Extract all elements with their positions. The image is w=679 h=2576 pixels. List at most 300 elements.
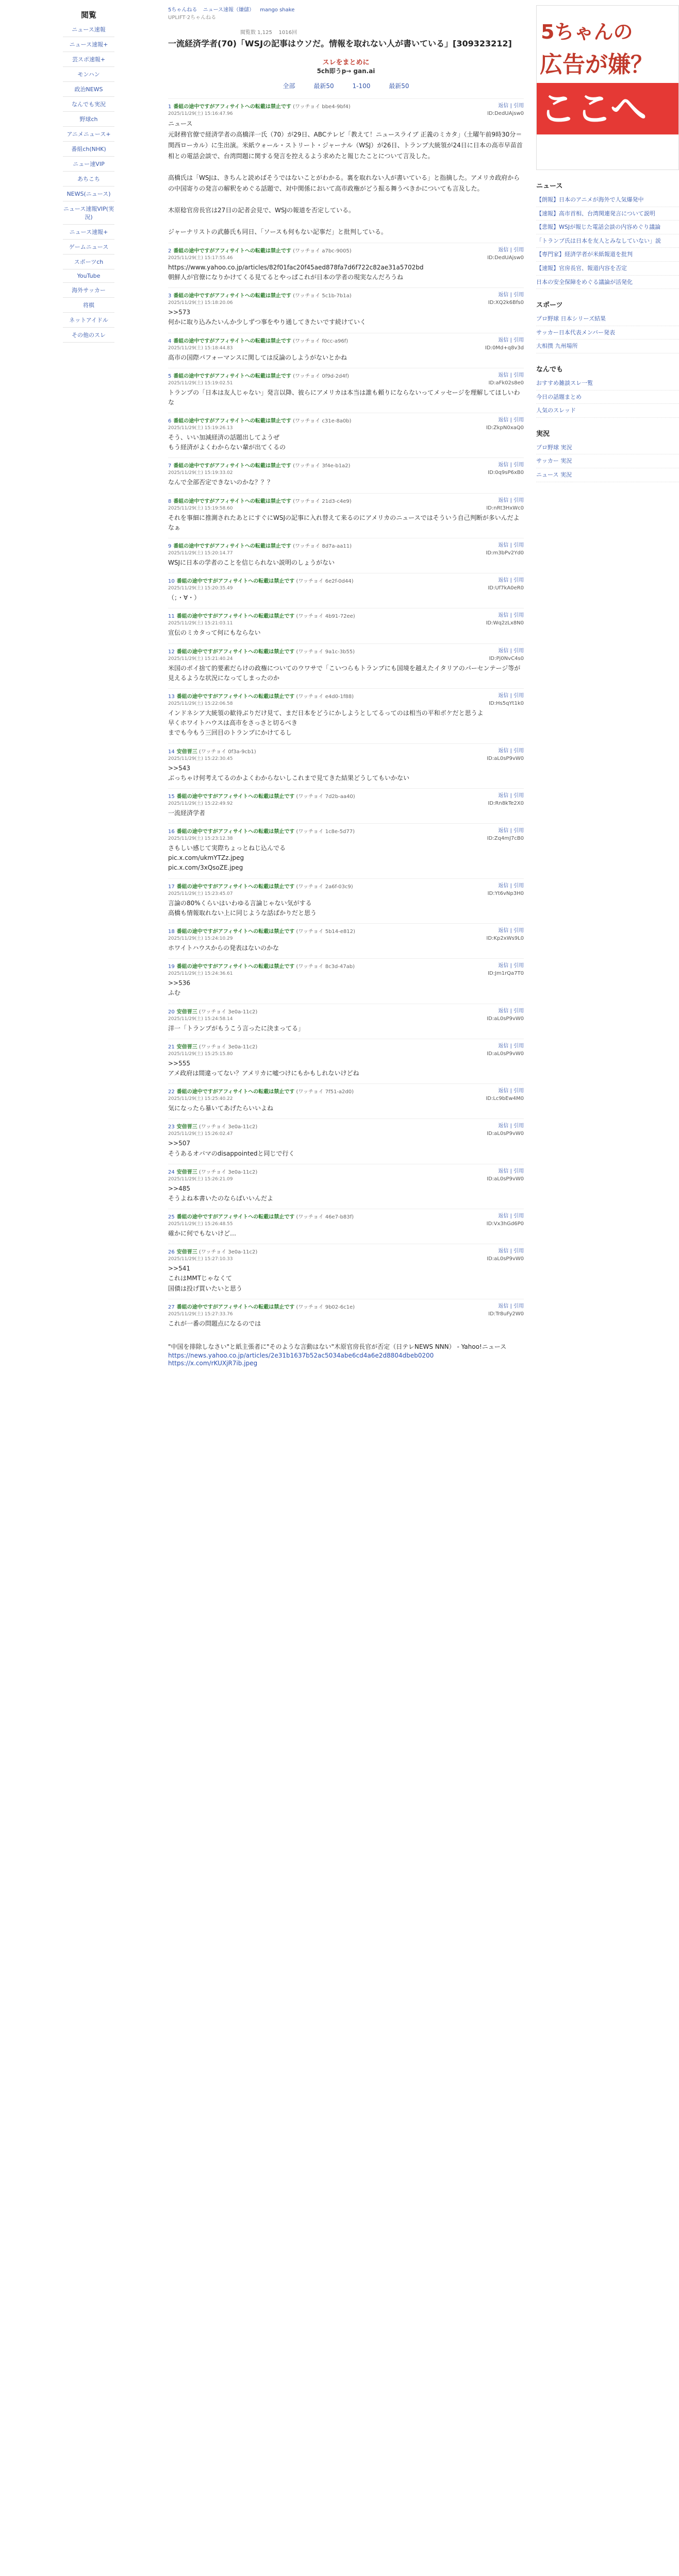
post-date: 2025/11/29(土) 15:19:33.02 [168,470,233,476]
post-meta [168,692,524,700]
post-actions [487,1212,524,1228]
post-date: 2025/11/29(土) 15:23:12.38 [168,836,233,842]
post [168,1083,524,1118]
post [168,688,524,743]
post-body: 宣伝のミカタって何にもならない [168,629,261,637]
post-mail: (ワッチョイ 46e7-b83f) [296,1214,354,1221]
post-actions [488,1302,524,1318]
left-sidebar [63,9,114,343]
thread-stats [240,28,524,36]
ad-line3: ここへ [537,83,679,134]
post-id: ID:0q9sP6xB0 [488,470,524,476]
jikkyo-heading: 実況 [536,430,550,438]
post-date: 2025/11/29(土) 15:18:20.06 [168,300,233,306]
sidebar-nav-item[interactable]: YouTube [63,269,114,283]
post-number[interactable]: 18 [168,929,175,935]
reply-button[interactable]: 返信 | 引用 [498,1123,524,1129]
post-body: >>555 アメ政府は間違ってない？アメリカに嘘つけにもかもしれないけどね [168,1059,359,1077]
post-body: インドネシア大統領の歓待ぶりだけ見て、まだ日本をどうにかしようとしてるってのは相当の平和ボケだと思うよ 早くホワイトハウスは高市をさっさと切るべき までも今もう三回目のトランプにかけてるし [168,709,484,737]
reply-button[interactable]: 返信 | 引用 [498,928,524,934]
post-body: （；・∀・） [168,594,201,602]
post [168,413,524,457]
post-meta [168,291,524,299]
jikkyo-item[interactable]: プロ野球 実況 [536,441,679,455]
post [168,243,524,287]
post [168,1244,524,1299]
post-meta [168,747,524,755]
post-actions [485,336,524,352]
pager-1-100[interactable]: 1-100 [352,82,371,90]
post [168,538,524,573]
post-number[interactable]: 3 [168,293,172,299]
reply-button[interactable]: 返信 | 引用 [498,103,524,109]
post-id: ID:aL0sP9vW0 [487,755,524,761]
post [168,923,524,958]
post-author: 番組の途中ですがアフィサイトへの転載は禁止です [176,793,295,800]
reply-button[interactable]: 返信 | 引用 [498,648,524,654]
post-id: ID:XQ2k6Bfs0 [488,300,524,306]
post-mail: (ワッチョイ c31e-8a0b) [293,418,352,425]
post-mail: (ワッチョイ f0cc-a96f) [293,338,349,344]
post-id: ID:aL0sP9vW0 [487,1176,524,1182]
sidebar-nav-item[interactable]: ゲームニュース [63,240,114,255]
post-mail: (ワッチョイ 3e0a-11c2) [198,1124,258,1130]
post-number[interactable]: 24 [168,1169,175,1175]
post-author: 番組の途中ですがアフィサイトへの転載は禁止です [176,1089,295,1095]
misc-item[interactable]: 人気のスレッド [536,404,679,418]
post-body: 米国のポイ捨て的要素だらけの政権についてのウワサで「こいつらもトランプにも国境を越えたイタリアのパーセンテージ等が見えるような状況になってしまったのか [168,664,521,682]
post-number[interactable]: 11 [168,614,175,620]
reply-button[interactable]: 返信 | 引用 [498,692,524,699]
post-body: >>507 そうあるオバマのdisappointedと同じで行く [168,1140,295,1157]
post-meta [168,577,524,584]
post-number[interactable]: 10 [168,579,175,585]
post-author: 番組の途中ですがアフィサイトへの転載は禁止です [176,929,295,935]
post-date: 2025/11/29(土) 15:20:14.77 [168,551,233,556]
post-mail: (ワッチョイ 9a1c-3b55) [296,649,355,655]
post-body: さもしい感じて実際ちょっとねじ込んでる pic.x.com/ukmYTZz.jpeg pic.x.com/3xQsoZE.jpeg [168,844,286,872]
reply-button[interactable]: 返信 | 引用 [498,613,524,619]
ad-banner[interactable] [536,5,679,170]
reply-button[interactable]: 返信 | 引用 [498,748,524,754]
post-author: 番組の途中ですがアフィサイトへの転載は禁止です [173,338,291,344]
post-meta [168,336,524,344]
post [168,878,524,923]
news-item[interactable]: 「トランプ氏は日本を友人とみなしていない」説 [536,234,679,248]
post-id: ID:DedUAjsw0 [487,255,524,261]
likes-count: 1016回 [278,30,297,36]
sidebar-nav-item[interactable]: 野球ch [63,112,114,127]
post-id: ID:Tr8uFy2W0 [488,1311,524,1317]
sports-item[interactable]: サッカー日本代表メンバー発表 [536,326,679,340]
post [168,368,524,413]
post-date: 2025/11/29(土) 15:19:26.13 [168,426,233,431]
link-block-text: "中国を排除しなさい"と紙主張者に"そのような言動はない"木原官房長官が否定（日テレNEWS NNN） - Yahoo!ニュース [168,1343,507,1351]
post-body: WSJに日本の学者のことを信じられない説明のしょうがない [168,559,335,567]
reply-button[interactable]: 返信 | 引用 [498,372,524,378]
news-heading: ニュース [536,182,563,190]
post-author: 番組の途中ですがアフィサイトへの転載は禁止です [176,649,295,655]
breadcrumb [168,5,524,13]
post-body: 高市の国際パフォーマンスに関しては反論のしようがないとかね [168,353,347,361]
post-number[interactable]: 27 [168,1304,175,1310]
sidebar-nav-item[interactable]: なんでも実況 [63,97,114,112]
post-date: 2025/11/29(土) 15:24:58.14 [168,1016,233,1022]
post-number[interactable]: 22 [168,1089,175,1095]
reply-button[interactable]: 返信 | 引用 [498,1303,524,1309]
post-meta [168,792,524,800]
post [168,823,524,878]
post-date: 2025/11/29(土) 15:27:10.33 [168,1257,233,1262]
sports-list [536,312,679,353]
views-count: 閲覧数 1,125 [240,30,272,36]
post-date: 2025/11/29(土) 15:19:58.60 [168,505,233,511]
post-actions [488,291,524,307]
post-number[interactable]: 14 [168,749,175,755]
post [168,457,524,493]
post-meta [168,371,524,379]
post-body: >>541 これはMMTじゃなくて 国債は投げ買いたいと思う [168,1265,243,1292]
post-number[interactable]: 13 [168,693,175,700]
pager-all[interactable]: 全部 [283,82,295,90]
right-sidebar [536,5,679,482]
post-author: 番組の途中ですがアフィサイトへの転載は禁止です [173,293,291,299]
post-author: 番組の途中ですがアフィサイトへの転載は禁止です [173,373,291,379]
news-item[interactable]: 【専門家】経済学者が米紙報道を批判 [536,248,679,262]
pager [168,81,524,90]
post-number[interactable]: 17 [168,884,175,890]
post-number[interactable]: 20 [168,1009,175,1015]
post-mail: (ワッチョイ 8d7a-aa11) [293,544,352,550]
post-meta [168,541,524,549]
post-actions [487,1007,524,1023]
post-mail: (ワッチョイ 0f3a-9cb1) [198,749,256,755]
post-meta [168,1302,524,1310]
post-id: ID:Yt6vNp3H0 [487,890,524,896]
post-meta [168,416,524,424]
post-author: 番組の途中ですがアフィサイトへの転載は禁止です [176,884,295,890]
post-meta [168,1247,524,1255]
reply-button[interactable]: 返信 | 引用 [498,1248,524,1255]
post-date: 2025/11/29(土) 15:25:40.22 [168,1096,233,1102]
post-author: 番組の途中ですがアフィサイトへの転載は禁止です [176,1304,295,1310]
post-author: 番組の途中ですがアフィサイトへの転載は禁止です [173,498,291,504]
sidebar-title: 閲覧 [80,10,96,20]
post-body: トランプの「日本は友人じゃない」発言以降、彼らにアメリカは本当は誰も頼りにならないってメッセージを理解してほしいわな [168,388,520,406]
post-id: ID:Zq4mJ7cB0 [487,836,524,842]
breadcrumb-item[interactable]: mango shake [260,7,295,13]
post-mail: (ワッチョイ a7bc-9005) [293,248,352,254]
post-number[interactable]: 23 [168,1124,175,1130]
breadcrumb-item[interactable]: ニュース速報（嫌儲） [203,7,255,13]
post [168,608,524,643]
post-meta [168,827,524,835]
post-author: 番組の途中ですがアフィサイトへの転載は禁止です [173,248,291,254]
sidebar-nav-item[interactable]: その他のスレ [63,328,114,343]
sports-item[interactable]: 大相撲 九州場所 [536,340,679,353]
sidebar-nav-item[interactable]: 海外サッカー [63,283,114,298]
post-date: 2025/11/29(土) 15:26:21.09 [168,1176,233,1182]
post-mail: (ワッチョイ 21d3-c4e9) [293,498,352,504]
post-author: 安倍晋三 [176,1009,197,1015]
post [168,743,524,788]
post-number[interactable]: 6 [168,418,172,425]
post-id: ID:Vx3hGd6P0 [486,1221,524,1227]
post-actions [487,102,524,117]
post-id: ID:Jm1rQa7T0 [487,971,524,977]
post [168,1164,524,1209]
post-number[interactable]: 7 [168,463,172,469]
post-number[interactable]: 19 [168,964,175,970]
post-meta [168,1167,524,1175]
post [168,1004,524,1039]
post-meta [168,647,524,655]
post-actions [486,1087,524,1103]
post-actions [487,1247,524,1263]
post-actions [487,1042,524,1058]
post-mail: (ワッチョイ 2a6f-03c9) [296,884,353,890]
post-mail: (ワッチョイ 8c3d-47ab) [296,964,355,970]
post-author: 安倍晋三 [176,1044,197,1050]
post-id: ID:ZkpN0xaQ0 [486,425,524,431]
sidebar-nav-item[interactable]: ニュー速VIP [63,157,114,172]
post-meta [168,1212,524,1220]
news-item[interactable]: 日本の安全保障をめぐる議論が活発化 [536,276,679,290]
post [168,788,524,823]
post [168,493,524,538]
post-date: 2025/11/29(土) 15:27:33.76 [168,1311,233,1317]
misc-list [536,377,679,418]
post-mail: (ワッチョイ 9b02-6c1e) [296,1304,355,1310]
news-item[interactable]: 【朗報】日本のアニメが海外で人気爆発中 [536,193,679,207]
sidebar-nav-item[interactable]: アニメニュース+ [63,127,114,142]
post-id: ID:DedUAjsw0 [487,110,524,116]
post-author: 安倍晋三 [176,1169,197,1175]
thread-main [168,5,524,1367]
post-body: なんで全部否定できないのかな？？？ [168,479,274,486]
post-mail: (ワッチョイ 6e2f-0d44) [296,579,354,585]
post-number[interactable]: 26 [168,1249,175,1256]
news-item[interactable]: 【速報】官房長官、報道内容を否定 [536,262,679,276]
sidebar-nav-item[interactable]: あちこち [63,172,114,187]
summary-banner-line2: 5ch即うp→ gan.ai [317,67,375,75]
post-meta [168,497,524,504]
post-mail: (ワッチョイ 7d2b-aa40) [296,793,355,800]
post-body: >>485 そうよね本書いたのならばいいんだよ [168,1184,274,1202]
post-meta [168,1087,524,1095]
post-body: 一流経済学者 [168,809,206,817]
post-author: 番組の途中ですがアフィサイトへの転載は禁止です [176,614,295,620]
post-body: 気になったら暴いてあげたらいいよね [168,1105,274,1112]
post-date: 2025/11/29(土) 15:17:55.46 [168,255,233,261]
post-date: 2025/11/29(土) 15:19:02.51 [168,380,233,386]
post-author: 番組の途中ですがアフィサイトへの転載は禁止です [176,1214,295,1221]
post [168,958,524,1003]
post-actions [487,1122,524,1138]
post-date: 2025/11/29(土) 15:22:49.92 [168,801,233,806]
post-mail: (ワッチョイ 3f4e-b1a2) [293,463,351,469]
post-author: 番組の途中ですがアフィサイトへの転載は禁止です [176,693,295,700]
post-number[interactable]: 8 [168,498,172,504]
post-body: 洋一「トランプがもうこう言ったに決まってる」 [168,1024,305,1032]
post-mail: (ワッチョイ 5c1b-7b1a) [293,293,352,299]
thread-title: 一流経済学者(70)「WSJの記事はウソだ。情報を取れない人が書いている」[309323212] [168,39,512,48]
post-date: 2025/11/29(土) 15:23:45.07 [168,891,233,896]
link-block [168,1342,524,1367]
post-id: ID:aL0sP9vW0 [487,1256,524,1262]
reply-button[interactable]: 返信 | 引用 [498,337,524,343]
post-meta [168,1042,524,1050]
post-actions [486,416,524,432]
post-body: ニュース 元財務官僚で経済学者の高橋洋一氏（70）が29日、ABCテレビ「教えて！ニュースライブ 正義のミカタ」（土曜午前9時30分＝関西ローカル）に生出演。米紙ウォール・ストリート・ジャーナル（WSJ）が26日、トランプ大統領が24日に日本の高市早苗首相との電話会談で、台湾問題に関する発言を控えるよう求めたと報じたことについて言及した。 高橋氏は「WSJは、きちんと読めばそうではないことがわかる。裏を取れない人が書いている」と指摘した。アメリカ政府からの中国寄りの発言の解釈をめぐる話題で、対中関係において高市政権がどう振る舞うべきかについても言及した。 木原稔官房長官は27日の記者会見で、WSJの報道を否定している。 ジャーナリストの武藤氏も同日、「ソースも何もない記事だ」と批判している。 [168,120,523,235]
reply-button[interactable]: 返信 | 引用 [498,1168,524,1174]
sidebar-nav-item[interactable]: スポーツch [63,255,114,269]
post-id: ID:Hs5qYt1k0 [488,700,524,706]
sidebar-nav-item[interactable]: ニュース速報VIP(実況) [63,201,114,225]
post-body: それを事細に推測されたあとにすぐにWSJの記事に入れ替えて来るのにアメリカのニュースではそういう自己判断が多いんだよなぁ [168,514,520,531]
sidebar-nav-item[interactable]: ニュース速報 [63,22,114,37]
post-number[interactable]: 4 [168,338,172,344]
reply-button[interactable]: 返信 | 引用 [498,462,524,468]
post-actions [486,927,524,942]
post-number[interactable]: 2 [168,248,172,254]
reply-button[interactable]: 返信 | 引用 [498,1213,524,1219]
post-number[interactable]: 15 [168,793,175,800]
sidebar-nav-item[interactable]: ネットアイドル [63,313,114,328]
post-number[interactable]: 9 [168,544,172,550]
post-date: 2025/11/29(土) 15:24:36.61 [168,971,233,977]
post-actions [488,882,524,897]
post-id: ID:m3bPv2Yd0 [486,550,524,556]
image-link[interactable]: https://x.com/rKUXjR7ib.jpeg [168,1360,258,1367]
post-actions [486,497,524,512]
sports-item[interactable]: プロ野球 日本シリーズ結果 [536,312,679,326]
post-id: ID:Rn8kTe2X0 [488,800,524,806]
post-number[interactable]: 25 [168,1214,175,1221]
post-meta [168,612,524,619]
reply-button[interactable]: 返信 | 引用 [498,247,524,253]
misc-item[interactable]: おすすめ雑談スレ一覧 [536,377,679,391]
post-author: 安倍晋三 [176,749,197,755]
reply-button[interactable]: 返信 | 引用 [498,1043,524,1049]
post-id: ID:Wq2zLx8N0 [486,620,524,626]
post-mail: (ワッチョイ 1c8e-5d77) [296,829,355,835]
post-number[interactable]: 12 [168,649,175,655]
post-body: https://www.yahoo.co.jp/articles/82f01fac20f45aed878fa7d6f722c82ae31a5702bd 朝鮮人が官僚になりかけてくる見てるとやっぱこれが日本の学者の現実なんだろうね [168,263,424,281]
post-date: 2025/11/29(土) 15:21:03.11 [168,621,233,626]
post-mail: (ワッチョイ bbe4-9bf4) [293,104,351,110]
post-mail: (ワッチョイ 5b14-e812) [296,929,355,935]
post-id: ID:aL0sP9vW0 [487,1015,524,1022]
sidebar-nav-item[interactable]: 芸スポ速報+ [63,52,114,67]
post-number[interactable]: 5 [168,373,172,379]
post [168,573,524,608]
reply-button[interactable]: 返信 | 引用 [498,578,524,584]
post-number[interactable]: 21 [168,1044,175,1050]
post-mail: (ワッチョイ 3e0a-11c2) [198,1044,258,1050]
post-id: ID:aL0sP9vW0 [487,1050,524,1057]
reply-button[interactable]: 返信 | 引用 [498,292,524,298]
post-id: ID:nRt3HxWc0 [486,505,524,511]
post-actions [488,962,524,977]
post-author: 番組の途中ですがアフィサイトへの転載は禁止です [176,964,295,970]
reply-button[interactable]: 返信 | 引用 [498,417,524,423]
reply-button[interactable]: 返信 | 引用 [498,543,524,549]
post-id: ID:Kp2xWs9L0 [486,936,524,942]
reply-button[interactable]: 返信 | 引用 [498,1008,524,1014]
jikkyo-item[interactable]: サッカー 実況 [536,454,679,468]
reply-button[interactable]: 返信 | 引用 [498,1088,524,1094]
summary-banner[interactable] [168,57,524,75]
reply-button[interactable]: 返信 | 引用 [498,497,524,503]
post-mail: (ワッチョイ 3e0a-11c2) [198,1009,258,1015]
post-date: 2025/11/29(土) 15:20:35.49 [168,586,233,591]
sidebar-nav-item[interactable]: 将棋 [63,298,114,313]
post-meta [168,246,524,254]
post-meta [168,962,524,970]
reply-button[interactable]: 返信 | 引用 [498,792,524,799]
post-number[interactable]: 16 [168,829,175,835]
news-item[interactable]: 【悲報】WSJが報じた電話会談の内容めぐり議論 [536,221,679,234]
post-author: 番組の途中ですがアフィサイトへの転載は禁止です [173,104,291,110]
post-actions [489,692,524,707]
reply-button[interactable]: 返信 | 引用 [498,963,524,969]
sidebar-nav-item[interactable]: 番組ch(NHK) [63,142,114,157]
post [168,643,524,688]
reply-button[interactable]: 返信 | 引用 [498,828,524,834]
sports-heading: スポーツ [536,301,563,310]
misc-item[interactable]: 今日の話題まとめ [536,391,679,404]
sidebar-nav-item[interactable]: モンハン [63,67,114,82]
news-link[interactable]: https://news.yahoo.co.jp/articles/2e31b1637b52ac5034abe6cd4a6e2d8804dbeb0200 [168,1352,434,1360]
post-actions [487,827,524,842]
post-body: >>543 ぶっちゃけ何考えてるのかよくわからないしこれまで見てきた結果どうしてもいかない [168,764,410,782]
post-mail: (ワッチョイ 3e0a-11c2) [198,1169,258,1175]
sidebar-nav-item[interactable]: ニュース速報+ [63,225,114,240]
post-author: 安倍晋三 [176,1249,197,1256]
post-id: ID:0Md+q8v3d [485,345,524,351]
sidebar-nav-item[interactable]: ニュース速報+ [63,37,114,52]
pager-latest50-2[interactable]: 最新50 [389,82,409,90]
ad-line2: 広告が嫌？ [540,52,653,78]
post-number[interactable]: 1 [168,104,172,110]
jikkyo-item[interactable]: ニュース 実況 [536,468,679,482]
post-date: 2025/11/29(土) 15:16:47.96 [168,111,233,116]
post-mail: (ワッチョイ e4d0-1f88) [296,693,354,700]
post [168,98,524,243]
post-date: 2025/11/29(土) 15:18:44.83 [168,345,233,351]
post-meta [168,882,524,890]
summary-banner-line1: スレをまとめに [322,58,370,66]
post-author: 安倍晋三 [176,1124,197,1130]
reply-button[interactable]: 返信 | 引用 [498,883,524,889]
post-actions [487,1167,524,1183]
post-mail: (ワッチョイ 0f9d-2d4f) [293,373,350,379]
post-actions [487,246,524,262]
post-actions [488,577,524,592]
pager-latest50[interactable]: 最新50 [313,82,334,90]
post-body: 確かに何でもないけど… [168,1230,237,1238]
news-item[interactable]: 【速報】高市首相、台湾関連発言について説明 [536,207,679,221]
sidebar-nav-item[interactable]: NEWS(ニュース) [63,187,114,201]
post-meta [168,1007,524,1015]
breadcrumb-item[interactable]: 5ちゃんねる [168,7,197,13]
post [168,333,524,368]
post-actions [486,612,524,627]
post-author: 番組の途中ですがアフィサイトへの転載は禁止です [173,418,291,425]
post-actions [486,541,524,557]
sidebar-nav-item[interactable]: 政治NEWS [63,82,114,97]
